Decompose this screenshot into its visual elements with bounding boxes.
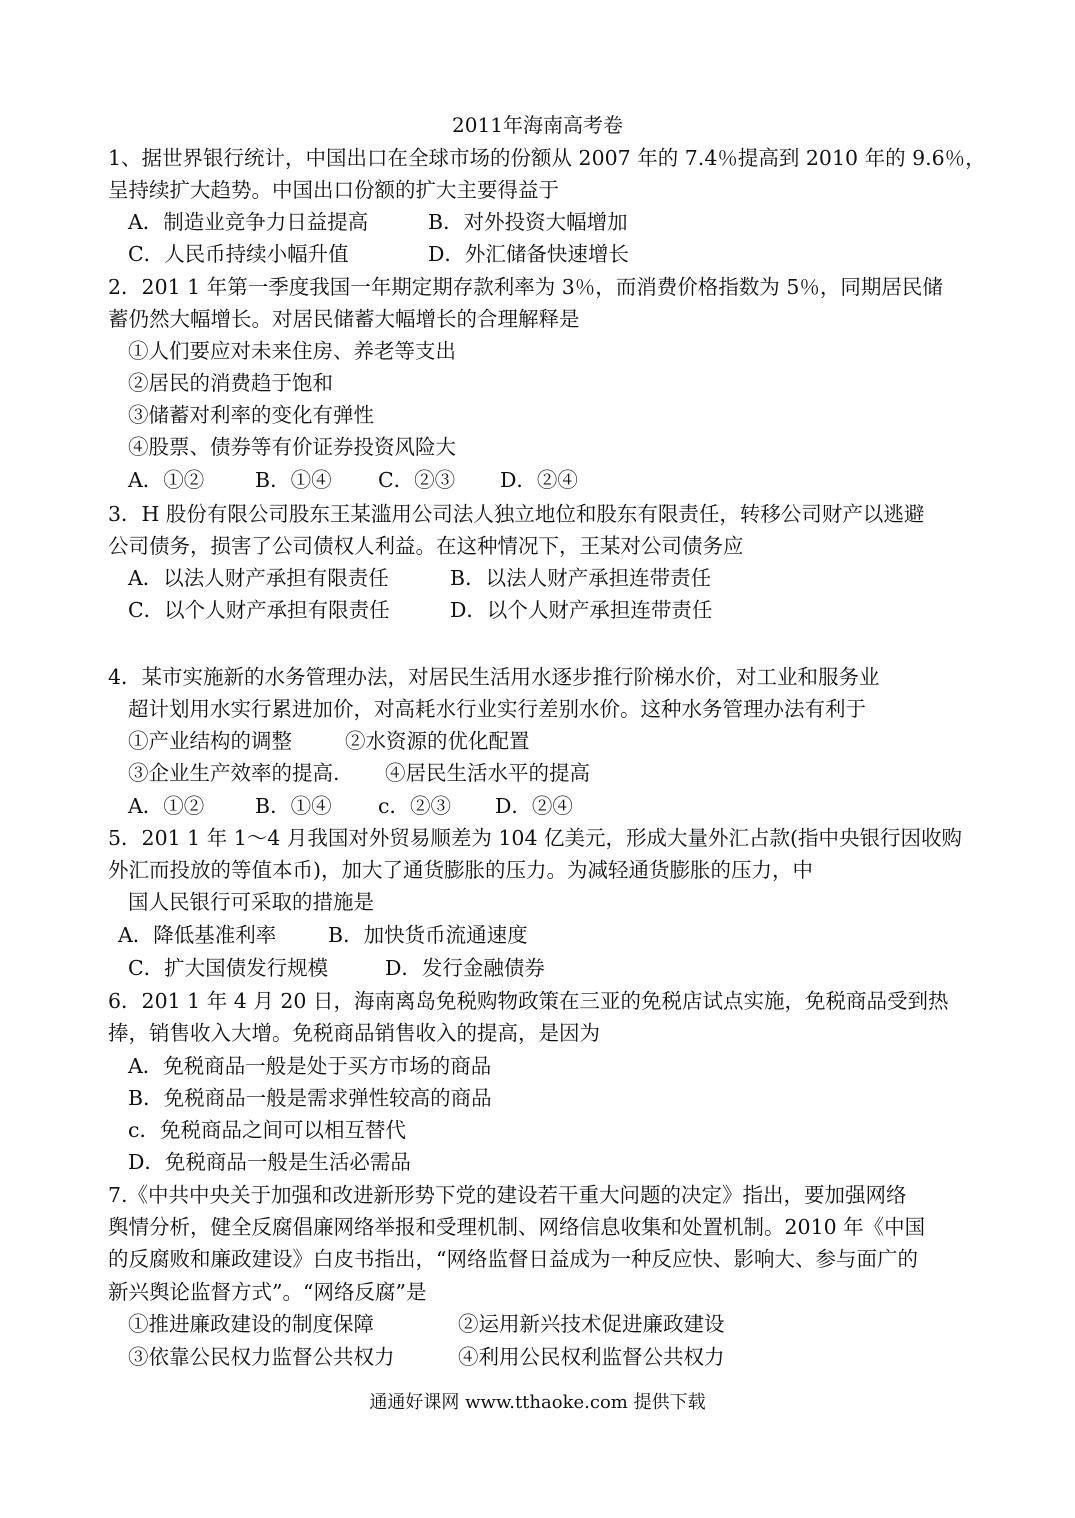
q3-stem-line2: 公司债务，损害了公司债权人利益。在这种情况下，王某对公司债务应	[108, 534, 744, 558]
q1-option-b: B．对外投资大幅增加	[428, 210, 628, 234]
q7-item-1: ①推进廉政建设的制度保障	[128, 1312, 374, 1336]
page-footer: 通通好课网 www.tthaoke.com 提供下载	[369, 1392, 706, 1413]
q5-stem-line3: 国人民银行可采取的措施是	[128, 890, 374, 914]
q6-option-d: D．免税商品一般是生活必需品	[128, 1150, 411, 1174]
q7-stem-line1: 7.《中共中央关于加强和改进新形势下党的建设若干重大问题的决定》指出，要加强网络	[108, 1183, 907, 1207]
page-title: 2011年海南高考卷	[452, 113, 623, 137]
q3-option-c: C．以个人财产承担有限责任	[128, 598, 390, 622]
q5-option-a: A．降低基准利率	[118, 923, 277, 947]
q4-stem-line2: 超计划用水实行累进加价，对高耗水行业实行差别水价。这种水务管理办法有利于	[128, 697, 866, 721]
q6-option-c: c．免税商品之间可以相互替代	[128, 1118, 406, 1142]
q7-item-4: ④利用公民权利监督公共权力	[458, 1345, 725, 1369]
q3-stem-line1: 3．H 股份有限公司股东王某滥用公司法人独立地位和股东有限责任，转移公司财产以逃避	[108, 502, 925, 526]
q7-item-3: ③依靠公民权力监督公共权力	[128, 1345, 395, 1369]
q1-stem-line2: 呈持续扩大趋势。中国出口份额的扩大主要得益于	[108, 178, 559, 202]
q7-stem-line3: 的反腐败和廉政建设》白皮书指出，“网络监督日益成为一种反应快、影响大、参与面广的	[108, 1247, 918, 1271]
q3-option-d: D．以个人财产承担连带责任	[450, 598, 713, 622]
q7-stem-line4: 新兴舆论监督方式”。“网络反腐”是	[108, 1280, 427, 1304]
q2-item-3: ③储蓄对利率的变化有弹性	[128, 403, 374, 427]
q2-item-4: ④股票、债券等有价证券投资风险大	[128, 435, 456, 459]
q3-option-a: A．以法人财产承担有限责任	[128, 566, 389, 590]
q4-item-1: ①产业结构的调整	[128, 729, 292, 753]
q4-item-2: ②水资源的优化配置	[345, 729, 530, 753]
q2-option-d: D．②④	[500, 468, 578, 492]
q1-stem-line1: 1、据世界银行统计，中国出口在全球市场的份额从 2007 年的 7.4％提高到 2010 年的 9.6％，	[108, 146, 986, 170]
q4-item-4: ④居民生活水平的提高	[385, 761, 590, 785]
q3-option-b: B．以法人财产承担连带责任	[450, 566, 712, 590]
q2-stem-line2: 蓄仍然大幅增长。对居民储蓄大幅增长的合理解释是	[108, 307, 580, 331]
q6-option-b: B．免税商品一般是需求弹性较高的商品	[128, 1086, 492, 1110]
q6-stem-line1: 6．201 1 年 4 月 20 日，海南离岛免税购物政策在三亚的免税店试点实施，免税商品受到热	[108, 989, 949, 1013]
q4-option-a: A．①②	[128, 794, 205, 818]
q5-option-c: C．扩大国债发行规模	[128, 956, 329, 980]
q7-item-2: ②运用新兴技术促进廉政建设	[458, 1312, 725, 1336]
q2-option-c: C．②③	[378, 468, 456, 492]
q2-option-a: A．①②	[128, 468, 205, 492]
q5-option-b: B．加快货币流通速度	[328, 923, 528, 947]
q6-option-a: A．免税商品一般是处于买方市场的商品	[128, 1054, 492, 1078]
q4-stem-line1: 4．某市实施新的水务管理办法，对居民生活用水逐步推行阶梯水价，对工业和服务业	[108, 665, 880, 689]
q2-item-1: ①人们要应对未来住房、养老等支出	[128, 339, 456, 363]
q5-stem-line2: 外汇而投放的等值本币)，加大了通货膨胀的压力。为减轻通货膨胀的压力，中	[108, 858, 813, 882]
q5-option-d: D．发行金融债券	[385, 956, 545, 980]
q5-stem-line1: 5．201 1 年 1～4 月我国对外贸易顺差为 104 亿美元，形成大量外汇占款(指中央银行因收购	[108, 826, 963, 850]
q2-stem-line1: 2．201 1 年第一季度我国一年期定期存款利率为 3％，而消费价格指数为 5％，同期居民储	[108, 275, 943, 299]
q4-option-d: D．②④	[495, 794, 573, 818]
q7-stem-line2: 舆情分析，健全反腐倡廉网络举报和受理机制、网络信息收集和处置机制。2010 年《中国	[108, 1215, 926, 1239]
q2-option-b: B．①④	[255, 468, 332, 492]
q4-item-3: ③企业生产效率的提高.	[128, 761, 340, 785]
q6-stem-line2: 捧，销售收入大增。免税商品销售收入的提高，是因为	[108, 1021, 600, 1045]
q1-option-a: A．制造业竞争力日益提高	[128, 210, 369, 234]
q1-option-d: D．外汇储备快速增长	[428, 242, 629, 266]
q2-item-2: ②居民的消费趋于饱和	[128, 371, 333, 395]
q4-option-c: c．②③	[378, 794, 451, 818]
q1-option-c: C．人民币持续小幅升值	[128, 242, 349, 266]
q4-option-b: B．①④	[255, 794, 332, 818]
